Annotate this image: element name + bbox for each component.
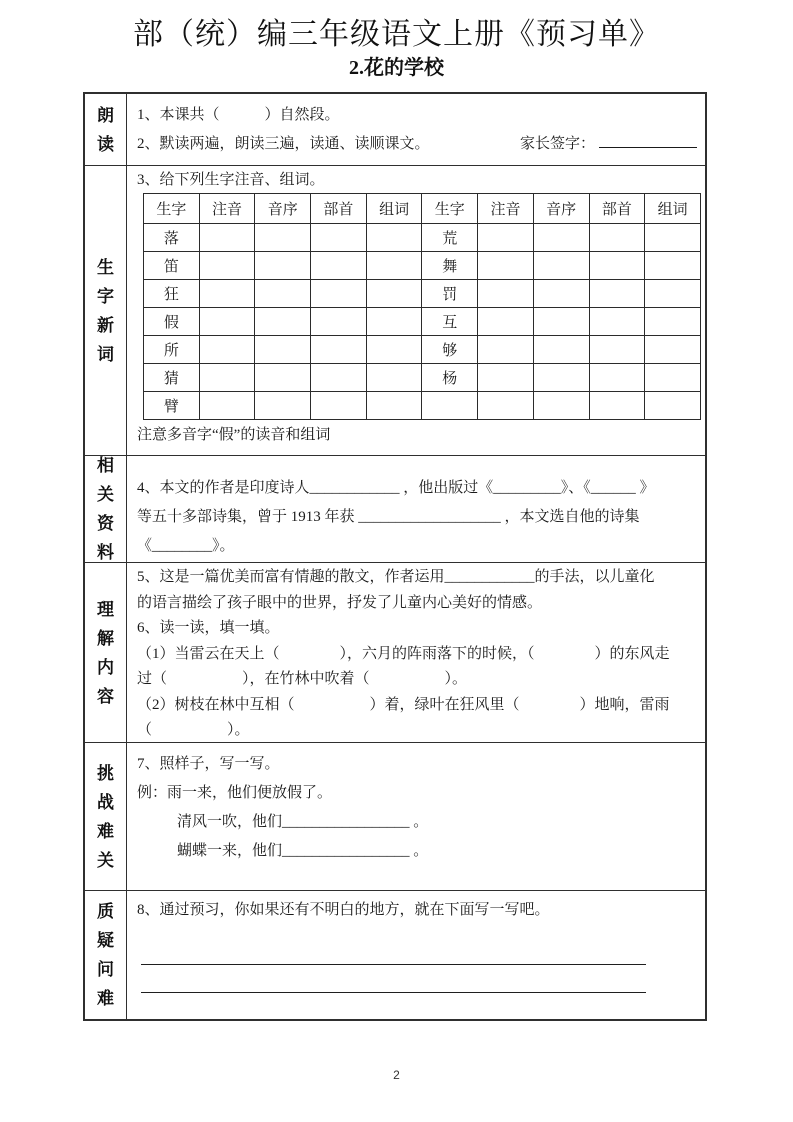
empty-cell bbox=[255, 252, 311, 280]
comprehension-line: （1）当雷云在天上（ ），六月的阵雨落下的时候，（ ）的东风走 bbox=[137, 645, 670, 662]
empty-cell bbox=[199, 224, 255, 252]
col-header: 生字 bbox=[144, 194, 200, 224]
empty-cell bbox=[533, 252, 589, 280]
comprehension-line: （2）树枝在林中互相（ ）着，绿叶在狂风里（ ）地响，雷雨 bbox=[137, 696, 670, 713]
empty-cell bbox=[199, 336, 255, 364]
col-header: 音序 bbox=[533, 194, 589, 224]
empty-cell bbox=[533, 224, 589, 252]
col-header: 生字 bbox=[422, 194, 478, 224]
empty-cell bbox=[589, 364, 645, 392]
section-questions-content bbox=[127, 891, 705, 1019]
section-new-characters-content bbox=[127, 166, 705, 455]
character-cell: 荒 bbox=[422, 224, 478, 252]
comprehension-line: 的语言描绘了孩子眼中的世界，抒发了儿童内心美好的情感。 bbox=[137, 594, 543, 611]
empty-cell bbox=[478, 308, 534, 336]
section-new-characters bbox=[85, 166, 705, 456]
empty-cell bbox=[199, 252, 255, 280]
empty-cell bbox=[199, 280, 255, 308]
section-reading bbox=[85, 94, 705, 166]
character-cell: 罚 bbox=[422, 280, 478, 308]
section-comprehension-content bbox=[127, 563, 705, 742]
writing-blank-line bbox=[141, 993, 646, 1019]
empty-cell bbox=[478, 224, 534, 252]
page-title: 部（统）编三年级语文上册《预习单》 bbox=[133, 18, 660, 51]
empty-cell bbox=[478, 280, 534, 308]
reading-item-2-row bbox=[137, 130, 699, 159]
comprehension-line: 6、读一读，填一填。 bbox=[137, 620, 280, 636]
section-label-challenge bbox=[85, 743, 127, 890]
empty-cell bbox=[589, 252, 645, 280]
section-related-content bbox=[127, 456, 705, 562]
empty-cell bbox=[255, 224, 311, 252]
parent-signature-label: 家长签字： bbox=[519, 136, 595, 152]
writing-blank-line bbox=[141, 965, 646, 993]
empty-cell bbox=[645, 252, 701, 280]
empty-cell bbox=[366, 280, 422, 308]
character-table-header-row bbox=[144, 194, 701, 224]
section-label-questions bbox=[85, 891, 127, 1019]
section-label-reading bbox=[85, 94, 127, 165]
related-line: 等五十多部诗集，曾于 1913 年获 ___________________ ，本文选自他的诗集 bbox=[137, 509, 640, 525]
empty-cell bbox=[478, 392, 534, 420]
signature-blank-line bbox=[599, 134, 697, 148]
empty-cell bbox=[533, 392, 589, 420]
related-line: 4、本文的作者是印度诗人____________ ，他出版过《_________》、《______ 》 bbox=[137, 480, 655, 496]
table-row bbox=[144, 224, 701, 252]
character-cell: 够 bbox=[422, 336, 478, 364]
table-row bbox=[144, 392, 701, 420]
empty-cell bbox=[366, 252, 422, 280]
related-line: 《________》。 bbox=[137, 538, 235, 554]
section-label-text: 理解内容 bbox=[97, 599, 114, 706]
col-header: 音序 bbox=[255, 194, 311, 224]
comprehension-line: （ ）。 bbox=[137, 722, 250, 738]
empty-cell bbox=[199, 392, 255, 420]
section-label-text: 相关资料 bbox=[97, 456, 114, 562]
empty-cell bbox=[255, 308, 311, 336]
empty-cell bbox=[311, 224, 367, 252]
empty-cell bbox=[645, 280, 701, 308]
empty-cell bbox=[255, 392, 311, 420]
section-label-text: 朗读 bbox=[97, 105, 114, 154]
parent-signature bbox=[520, 130, 697, 159]
empty-cell bbox=[478, 252, 534, 280]
reading-item-2: 2、默读两遍，朗读三遍，读通、读顺课文。 bbox=[137, 136, 430, 152]
character-table bbox=[143, 193, 701, 420]
empty-cell bbox=[645, 392, 701, 420]
comprehension-line: 过（ ），在竹林中吹着（ ）。 bbox=[137, 671, 468, 687]
writing-blank-line bbox=[141, 937, 646, 965]
reading-item-1: 1、本课共（ ）自然段。 bbox=[137, 107, 340, 123]
empty-cell bbox=[311, 280, 367, 308]
polyphone-note: 注意多音字“假”的读音和组词 bbox=[137, 427, 331, 443]
empty-cell bbox=[199, 364, 255, 392]
character-cell: 假 bbox=[144, 308, 200, 336]
empty-cell bbox=[311, 392, 367, 420]
section-challenge-content bbox=[127, 743, 705, 890]
challenge-fill-line: 蝴蝶一来，他们_________________ 。 bbox=[177, 843, 429, 859]
section-label-text: 质疑问难 bbox=[97, 902, 114, 1008]
empty-cell bbox=[533, 308, 589, 336]
empty-cell bbox=[366, 336, 422, 364]
table-row bbox=[144, 336, 701, 364]
character-cell bbox=[422, 392, 478, 420]
empty-cell bbox=[645, 336, 701, 364]
col-header: 部首 bbox=[589, 194, 645, 224]
character-cell: 狂 bbox=[144, 280, 200, 308]
section-questions bbox=[85, 891, 705, 1019]
empty-cell bbox=[589, 392, 645, 420]
empty-cell bbox=[366, 364, 422, 392]
empty-cell bbox=[589, 308, 645, 336]
empty-cell bbox=[589, 224, 645, 252]
character-cell: 笛 bbox=[144, 252, 200, 280]
empty-cell bbox=[255, 364, 311, 392]
empty-cell bbox=[311, 364, 367, 392]
questions-instruction: 8、通过预习，你如果还有不明白的地方，就在下面写一写吧。 bbox=[137, 902, 550, 918]
character-table-head bbox=[144, 194, 701, 224]
empty-cell bbox=[311, 252, 367, 280]
empty-cell bbox=[199, 308, 255, 336]
empty-cell bbox=[255, 336, 311, 364]
section-related-material bbox=[85, 456, 705, 563]
empty-cell bbox=[311, 308, 367, 336]
empty-cell bbox=[366, 308, 422, 336]
empty-cell bbox=[478, 336, 534, 364]
character-cell: 所 bbox=[144, 336, 200, 364]
section-label-new-characters bbox=[85, 166, 127, 455]
challenge-example: 例：雨一来，他们便放假了。 bbox=[137, 785, 333, 801]
page-number: 2 bbox=[393, 1068, 400, 1082]
col-header: 部首 bbox=[311, 194, 367, 224]
section-label-text: 生字新词 bbox=[97, 257, 114, 364]
empty-cell bbox=[645, 308, 701, 336]
character-cell: 猜 bbox=[144, 364, 200, 392]
section-label-text: 挑战难关 bbox=[97, 763, 114, 870]
section-reading-content bbox=[127, 94, 705, 165]
empty-cell bbox=[589, 336, 645, 364]
empty-cell bbox=[645, 364, 701, 392]
section-label-related-material bbox=[85, 456, 127, 562]
empty-cell bbox=[533, 280, 589, 308]
comprehension-line: 5、这是一篇优美而富有情趣的散文，作者运用____________的手法，以儿童化 bbox=[137, 569, 655, 585]
challenge-fill-line: 清风一吹，他们_________________ 。 bbox=[177, 814, 429, 830]
table-row bbox=[144, 280, 701, 308]
table-row bbox=[144, 308, 701, 336]
col-header: 组词 bbox=[366, 194, 422, 224]
empty-cell bbox=[645, 224, 701, 252]
empty-cell bbox=[255, 280, 311, 308]
character-table-body bbox=[144, 224, 701, 420]
character-cell: 杨 bbox=[422, 364, 478, 392]
empty-cell bbox=[478, 364, 534, 392]
lesson-title: 2.花的学校 bbox=[349, 57, 444, 79]
worksheet-table bbox=[83, 92, 707, 1021]
col-header: 组词 bbox=[645, 194, 701, 224]
section-label-comprehension bbox=[85, 563, 127, 742]
empty-cell bbox=[311, 336, 367, 364]
table-row bbox=[144, 252, 701, 280]
section-challenge bbox=[85, 743, 705, 891]
table-row bbox=[144, 364, 701, 392]
empty-cell bbox=[366, 224, 422, 252]
empty-cell bbox=[533, 364, 589, 392]
col-header: 注音 bbox=[199, 194, 255, 224]
empty-cell bbox=[533, 336, 589, 364]
character-cell: 互 bbox=[422, 308, 478, 336]
empty-cell bbox=[589, 280, 645, 308]
character-cell: 舞 bbox=[422, 252, 478, 280]
col-header: 注音 bbox=[478, 194, 534, 224]
characters-instruction: 3、给下列生字注音、组词。 bbox=[137, 172, 325, 188]
character-cell: 臂 bbox=[144, 392, 200, 420]
character-cell: 落 bbox=[144, 224, 200, 252]
empty-cell bbox=[366, 392, 422, 420]
challenge-line: 7、照样子，写一写。 bbox=[137, 756, 280, 772]
section-comprehension bbox=[85, 563, 705, 743]
